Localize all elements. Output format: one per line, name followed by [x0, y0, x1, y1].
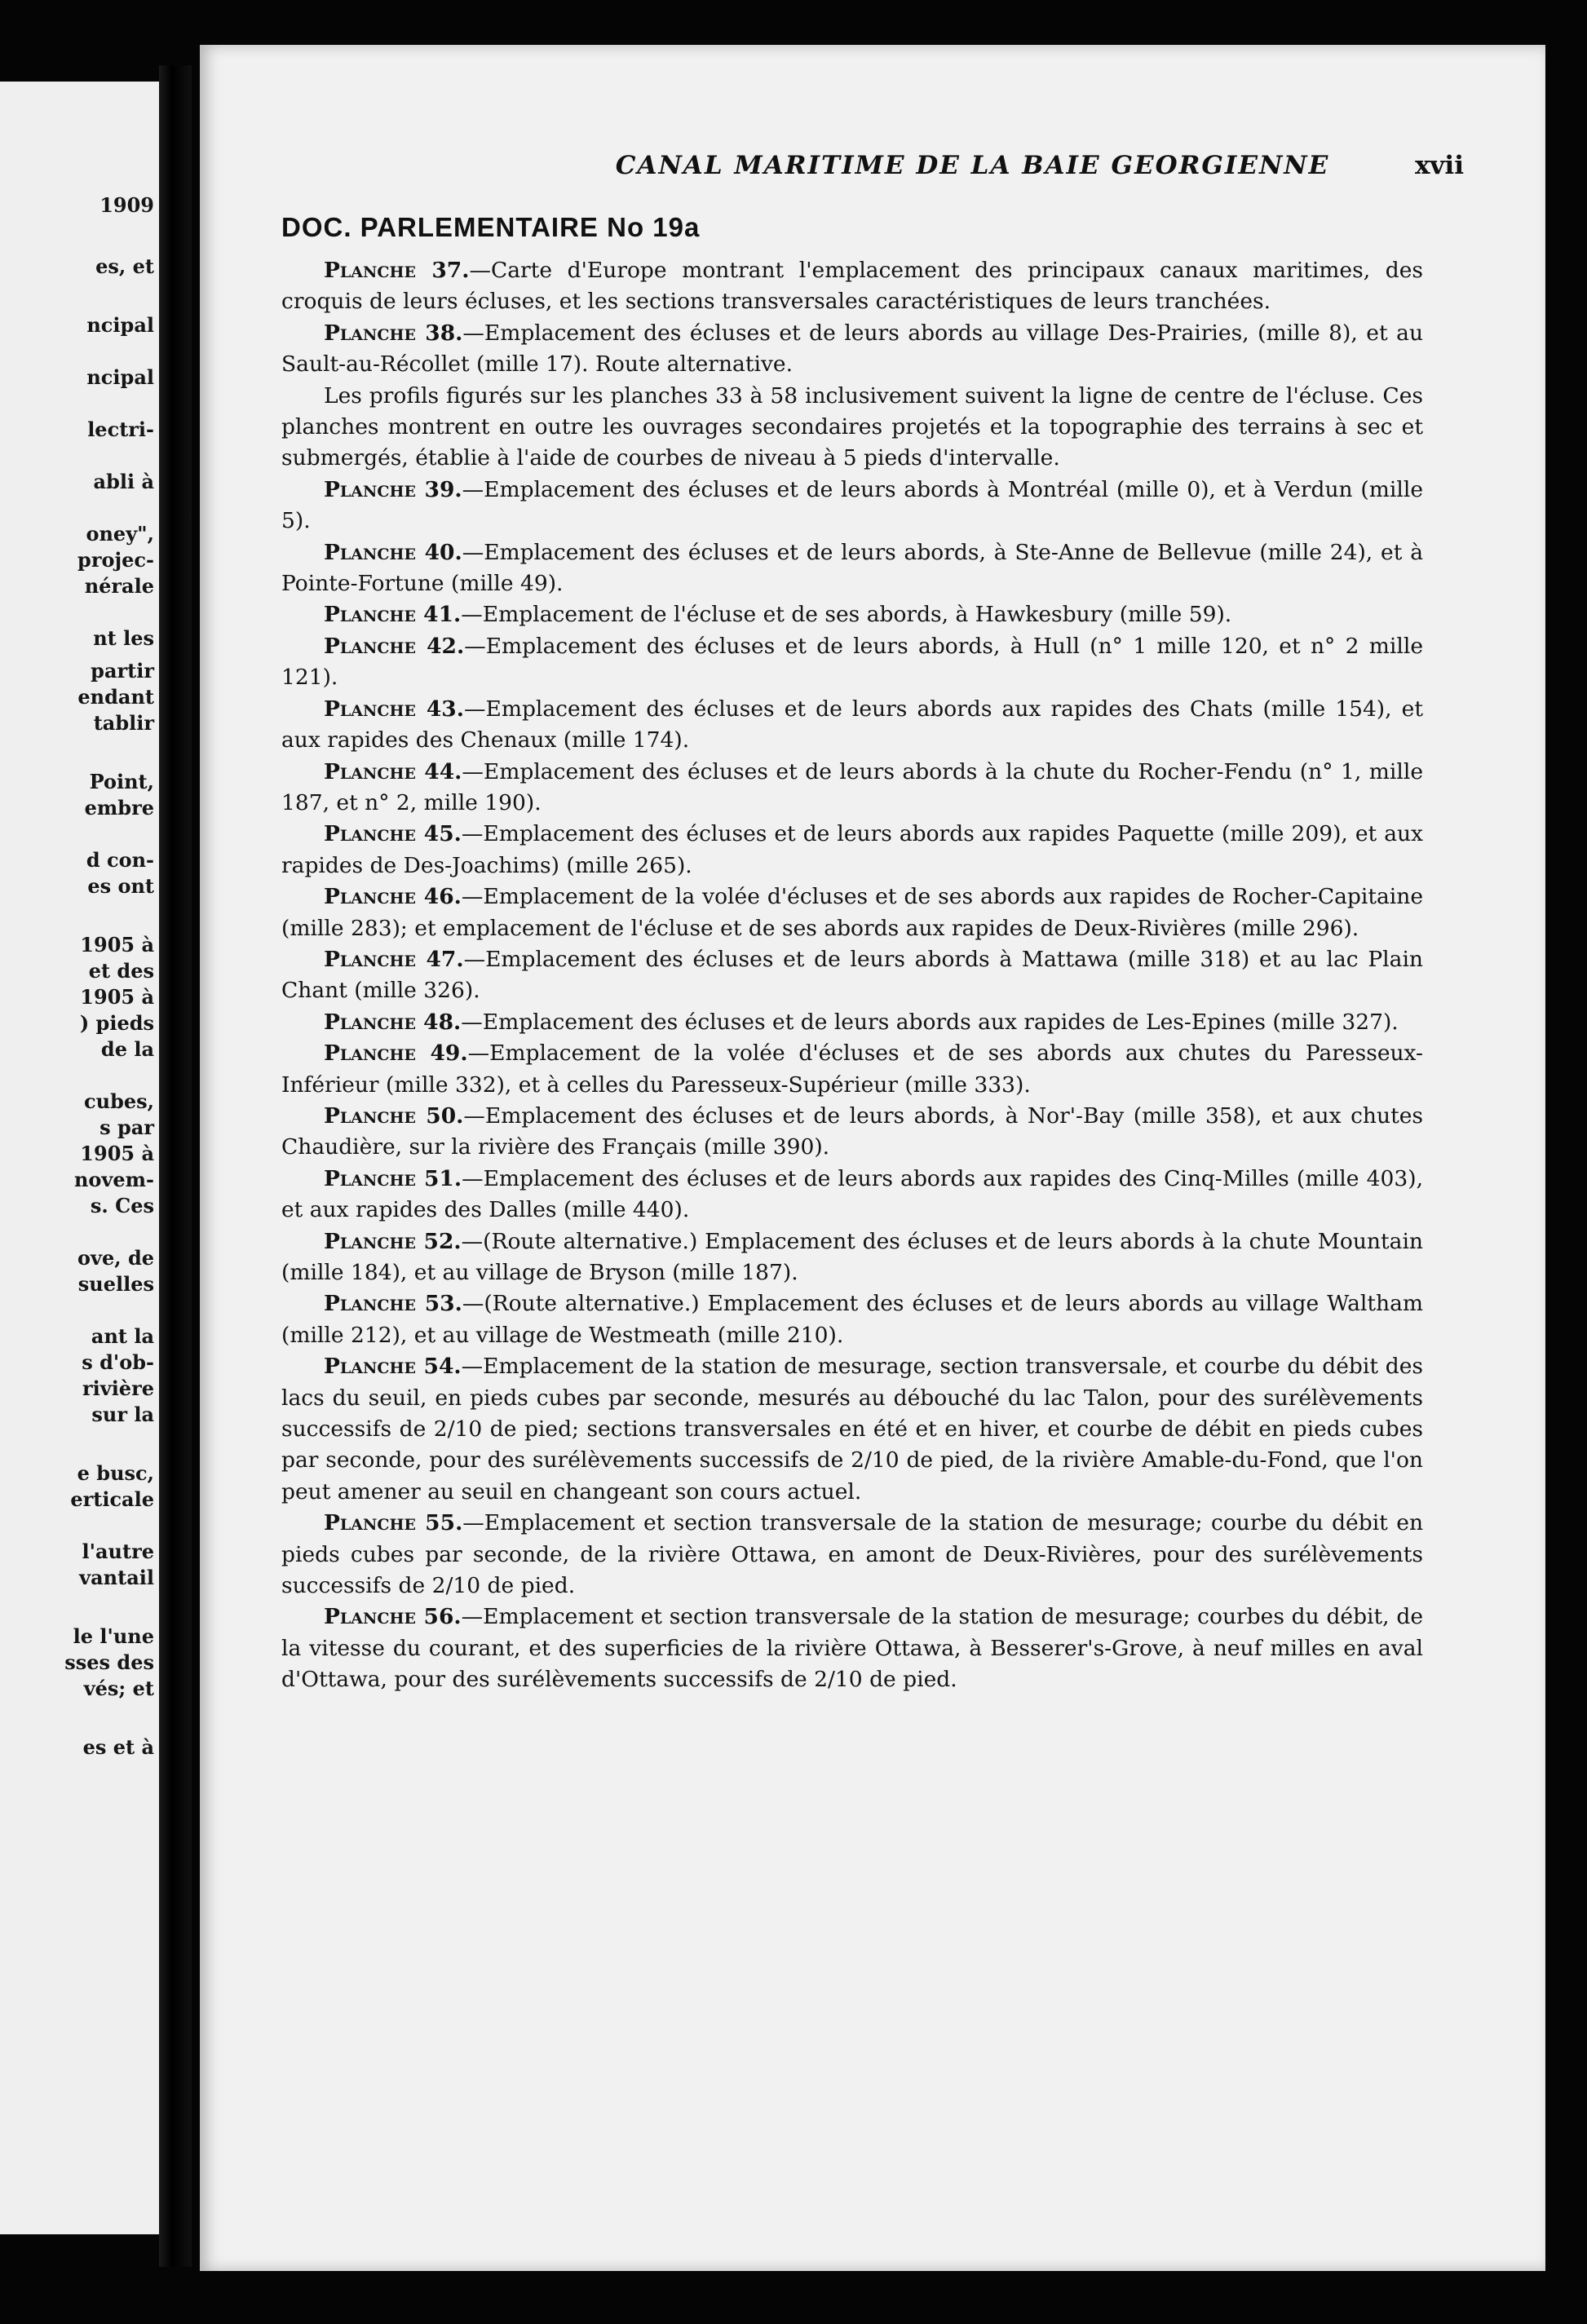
left-page-fragment: sses des	[64, 1650, 154, 1674]
left-page-fragment: ove, de	[77, 1246, 154, 1270]
plate-entry	[281, 631, 1423, 694]
plate-entry	[281, 694, 1423, 757]
plate-entry	[281, 1164, 1423, 1226]
plate-entry	[281, 599, 1423, 630]
plate-label: Planche 42.	[324, 633, 465, 659]
plate-description: —Emplacement des écluses et de leurs abords, à Nor'-Bay (mille 358), et aux chutes Chaudière, sur la rivière des Français (mille 390).	[281, 1102, 1423, 1160]
left-page-fragment: le l'une	[73, 1624, 154, 1648]
plate-label: Planche 46.	[324, 884, 462, 910]
left-page-fragment: l'autre	[82, 1540, 154, 1563]
left-page-fragment: 1909	[99, 192, 154, 217]
left-page-fragment: endant	[77, 685, 154, 709]
left-page-fragment: projec-	[77, 548, 154, 572]
plate-label: Planche 44.	[324, 758, 462, 784]
plate-description: —(Route alternative.) Emplacement des écluses et de leurs abords au village Waltham (mille 212), et au village de Westmeath (mille 210).	[281, 1291, 1424, 1348]
plate-list	[281, 255, 1423, 1696]
left-page-fragment: suelles	[77, 1272, 154, 1296]
plate-entry	[281, 1038, 1423, 1101]
left-page-fragment: vés; et	[83, 1677, 154, 1700]
left-page-fragment: s par	[99, 1116, 154, 1139]
left-page-fragment: ant la	[91, 1324, 154, 1348]
plate-label: Planche 37.	[324, 258, 470, 283]
left-page-fragment: 1905 à	[80, 933, 154, 957]
plate-label: Planche 47.	[324, 946, 464, 972]
plate-label: Planche 40.	[324, 539, 462, 565]
plate-entry	[281, 318, 1423, 381]
left-page-fragment: d con-	[86, 848, 154, 872]
plate-entry	[281, 1288, 1423, 1351]
left-page-fragment: ncipal	[86, 313, 154, 337]
left-page-fragment: abli à	[93, 470, 154, 493]
left-page-fragment: oney",	[86, 522, 154, 546]
left-page-fragment: es ont	[87, 874, 154, 898]
plate-label: Planche 49.	[324, 1040, 468, 1067]
plate-entry	[281, 1602, 1423, 1695]
left-page-fragment: sur la	[91, 1403, 154, 1426]
plate-label: Planche 48.	[324, 1009, 462, 1035]
plate-entry	[281, 475, 1423, 537]
plate-description: —Emplacement des écluses et de leurs abords à Montréal (mille 0), et à Verdun (mille 5).	[281, 476, 1423, 534]
plate-description: —Emplacement de la station de mesurage, section transversale, et courbe du débit des lacs du seuil, en pieds cubes par seconde, mesurés au débouché du lac Talon, pour des surélèvements successifs de 2/10 de pied; sections transversales en été et en hiver, et courbe de débit en pieds cubes par seconde, pour des surélèvements successifs de 2/10 de pied, de la rivière Amable-du-Fond, que l'on peut amener au seuil en changeant son cours actuel.	[281, 1354, 1424, 1504]
plate-description: —Emplacement des écluses et de leurs abords aux rapides Paquette (mille 209), et aux rapides de Des-Joachims) (mille 265).	[281, 821, 1424, 878]
plate-label: Planche 50.	[324, 1102, 464, 1129]
left-page-fragment: tablir	[93, 711, 154, 735]
plate-label: Planche 51.	[324, 1165, 462, 1191]
plate-entry	[281, 819, 1423, 881]
left-page-fragment: et des	[88, 959, 154, 983]
plate-entry	[281, 757, 1423, 820]
plate-entry	[281, 1508, 1423, 1602]
left-page-fragment: rivière	[82, 1376, 154, 1400]
plate-description: —Emplacement et section transversale de la station de mesurage; courbe du débit en pieds cubes par seconde, de la rivière Ottawa, en amont de Deux-Rivières, pour des surélèvements successifs de 2/10 de pied.	[281, 1510, 1424, 1599]
plate-label: Planche 54.	[324, 1354, 462, 1380]
plate-description: —(Route alternative.) Emplacement des écluses et de leurs abords à la chute Mountain (mille 184), et au village de Bryson (mille 187).	[281, 1228, 1423, 1285]
plate-description: —Emplacement des écluses et de leurs abords aux rapides de Les-Epines (mille 327).	[461, 1009, 1399, 1035]
plate-entry	[281, 944, 1423, 1007]
plate-entry	[281, 1007, 1423, 1038]
plate-entry	[281, 1101, 1423, 1164]
left-page-fragment: vantail	[79, 1566, 154, 1589]
left-page-fragment: es et à	[82, 1735, 154, 1759]
left-page-fragment: erticale	[70, 1487, 154, 1511]
plate-description: —Emplacement des écluses et de leurs abords à Mattawa (mille 318) et au lac Plain Chant (mille 326).	[281, 946, 1423, 1004]
left-page-fragment: Point,	[89, 770, 154, 793]
plate-description: —Emplacement des écluses et de leurs abords à la chute du Rocher-Fendu (n° 1, mille 187, et n° 2, mille 190).	[281, 758, 1424, 815]
left-page-fragment: 1905 à	[80, 1142, 154, 1165]
plate-label: Planche 56.	[324, 1604, 462, 1630]
plate-entry	[281, 255, 1423, 318]
plate-entry	[281, 1351, 1423, 1508]
plate-entry	[281, 1226, 1423, 1289]
plate-description: —Carte d'Europe montrant l'emplacement des principaux canaux maritimes, des croquis de leurs écluses, et les sections transversales caractéristiques de leurs tranchées.	[281, 258, 1423, 315]
plate-label: Planche 55.	[324, 1510, 463, 1536]
left-page-fragment: de la	[100, 1037, 154, 1061]
plate-label: Planche 45.	[324, 821, 462, 847]
left-page-fragment: nérale	[84, 574, 154, 598]
left-page-fragment: e busc,	[77, 1461, 154, 1485]
plate-description: —Emplacement des écluses et de leurs abords, à Ste-Anne de Bellevue (mille 24), et à Pointe-Fortune (mille 49).	[281, 539, 1423, 597]
left-page-fragment: embre	[84, 796, 154, 820]
plate-entry	[281, 881, 1423, 944]
left-page-fragment: 1905 à	[80, 985, 154, 1009]
plate-label: Planche 39.	[324, 476, 462, 502]
plate-entry	[281, 381, 1423, 475]
left-page-fragment: nt les	[93, 626, 154, 650]
plate-label: Planche 38.	[324, 320, 463, 346]
left-page-fragment: lectri-	[87, 418, 154, 441]
plate-description: —Emplacement des écluses et de leurs abords aux rapides des Chats (mille 154), et aux rapides des Chenaux (mille 174).	[281, 696, 1424, 753]
left-page-fragment: ) pieds	[79, 1011, 154, 1035]
plate-description: —Emplacement de la volée d'écluses et de ses abords aux rapides de Rocher-Capitaine (mille 283); et emplacement de l'écluse et de ses abords aux rapides de Deux-Rivières (mille 296).	[281, 884, 1424, 941]
document-label: DOC. PARLEMENTAIRE No 19a	[281, 212, 701, 242]
plate-description: —Emplacement de la volée d'écluses et de ses abords aux chutes du Paresseux-Inférieur (mille 332), et à celles du Paresseux-Supérieur (mille 333).	[281, 1040, 1423, 1098]
plate-label: Planche 43.	[324, 696, 464, 722]
left-page-fragment: partir	[91, 659, 154, 683]
page-number: xvii	[1414, 151, 1464, 180]
plate-description: —Emplacement des écluses et de leurs abords aux rapides des Cinq-Milles (mille 403), et aux rapides des Dalles (mille 440).	[281, 1165, 1423, 1223]
plate-description: —Emplacement de l'écluse et de ses abords, à Hawkesbury (mille 59).	[461, 602, 1232, 628]
plate-label: Planche 41.	[324, 602, 462, 628]
plate-label: Planche 53.	[324, 1291, 462, 1317]
document-page	[200, 45, 1545, 2271]
page-gutter	[159, 65, 192, 2267]
left-page-fragment: novem-	[73, 1168, 154, 1191]
left-page-fragment: s d'ob-	[82, 1350, 154, 1374]
left-page-fragment: s. Ces	[90, 1194, 154, 1217]
left-page-fragment: ncipal	[86, 365, 154, 389]
running-title: CANAL MARITIME DE LA BAIE GEORGIENNE	[615, 151, 1330, 180]
previous-page-edge	[0, 82, 159, 2234]
plate-label: Planche 52.	[324, 1228, 462, 1254]
plate-description: Les profils figurés sur les planches 33 à 58 inclusivement suivent la ligne de centre de l'écluse. Ces planches montrent en outre les ouvrages secondaires projetés et la topographie des terrains à sec et submergés, établie à l'aide de courbes de niveau à 5 pieds d'intervalle.	[281, 382, 1423, 471]
plate-description: —Emplacement des écluses et de leurs abords au village Des-Prairies, (mille 8), et au Sault-au-Récollet (mille 17). Route alternative.	[281, 320, 1424, 378]
plate-entry	[281, 537, 1423, 600]
plate-description: —Emplacement des écluses et de leurs abords, à Hull (n° 1 mille 120, et n° 2 mille 121).	[281, 633, 1424, 691]
left-page-fragment: es, et	[95, 254, 154, 278]
left-page-fragment: cubes,	[84, 1089, 154, 1113]
plate-description: —Emplacement et section transversale de la station de mesurage; courbes du débit, de la vitesse du courant, et des superficies de la rivière Ottawa, à Besserer's-Grove, à neuf milles en aval d'Ottawa, pour des surélèvements successifs de 2/10 de pied.	[281, 1604, 1424, 1693]
